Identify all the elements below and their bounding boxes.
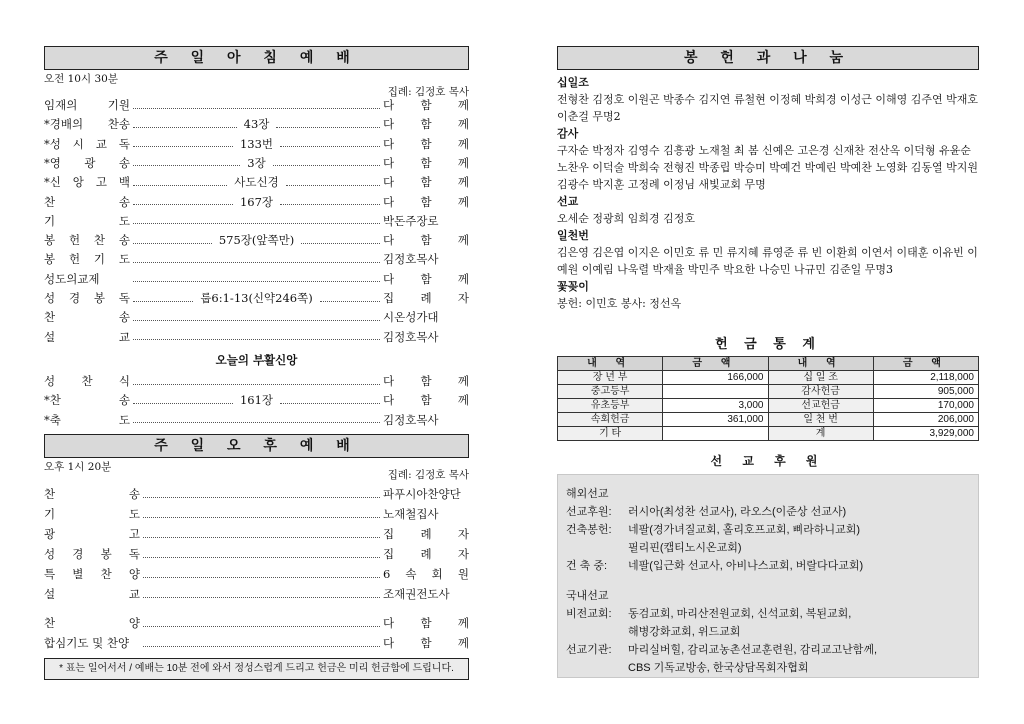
mission-value: 네팔(경가녀질교회, 홀리호프교회, 삐라하니교회)	[628, 524, 861, 536]
order-value: 다 함 께	[383, 117, 469, 132]
dot-leader	[280, 403, 380, 404]
offering-stats-table	[557, 356, 979, 441]
mission-row	[566, 605, 970, 623]
mission-row	[566, 623, 970, 641]
order-row	[44, 372, 469, 390]
stats-cell: 유초등부	[558, 399, 663, 413]
order-label: 합심기도 및 찬양	[44, 636, 130, 650]
order-value: 집 례 자	[383, 527, 469, 541]
mission-value: 러시아(최성찬 선교사), 라오스(이준상 선교사)	[628, 506, 847, 518]
order-row	[44, 96, 469, 114]
mission-key: 선교후원:	[566, 506, 612, 518]
stats-row	[558, 427, 979, 441]
stats-cell: 206,000	[873, 413, 978, 427]
order-label: 찬 송	[44, 310, 130, 325]
mission-row	[566, 503, 970, 521]
order-row	[44, 505, 469, 523]
order-row	[44, 173, 469, 191]
order-value: 박돈주장로	[383, 213, 439, 228]
stats-row	[558, 371, 979, 385]
stats-cell: 170,000	[873, 399, 978, 413]
afternoon-service-leader: 집례: 김정호 목사	[387, 469, 469, 481]
dot-leader	[133, 339, 380, 340]
stats-header-cell: 금 액	[873, 357, 978, 371]
order-value: 노재철집사	[383, 507, 439, 521]
order-value: 다 함 께	[383, 636, 469, 650]
dot-leader	[133, 204, 233, 205]
stats-cell: 361,000	[663, 413, 768, 427]
mission-value: 마리실버힐, 감리교농촌선교훈련원, 감리교고난함께,	[628, 644, 878, 656]
mission-support-box	[557, 474, 979, 678]
order-row	[44, 270, 469, 288]
dot-leader	[133, 146, 233, 147]
offering-names: 김은영 김은엽 이지은 이민호 류 민 류지혜 류영준 류 빈 이환희 이연서 이태훈 이유빈 이예원 이예림 나욱렬 박재율 박민주 박요한 나승민 나규민 김준일 무명3	[557, 246, 978, 276]
order-row	[44, 634, 469, 652]
order-label: 봉 헌 찬 송	[44, 233, 130, 248]
order-detail: 룹6:1-13(신약246쪽)	[200, 291, 313, 305]
mission-value: 동검교회, 마리산전원교회, 신석교회, 복된교회,	[628, 608, 852, 620]
morning-service-time: 오전 10시 30분	[44, 73, 118, 85]
dot-leader	[133, 127, 237, 128]
order-value: 파푸시아찬양단	[383, 487, 461, 501]
order-detail: 575장(앞쪽만)	[218, 233, 295, 248]
mission-value: CBS 기독교방송, 한국상담목회자협회	[628, 662, 809, 674]
order-label: 기 도	[44, 213, 130, 228]
order-value: 다 함 께	[383, 374, 469, 388]
mission-key: 비전교회:	[566, 608, 612, 620]
order-detail: 43장	[243, 117, 270, 132]
offering-groups	[557, 74, 979, 312]
offering-category: 감사	[557, 127, 579, 140]
offering-category: 꽃꽂이	[557, 280, 589, 293]
stats-header-cell: 내 역	[768, 357, 873, 371]
order-label: *신 앙 고 백	[44, 175, 130, 190]
order-label: 설 교	[44, 329, 130, 344]
domestic-list	[566, 605, 970, 677]
dot-leader	[301, 243, 380, 244]
offering-names: 전형찬 김정호 이원곤 박종수 김지연 류철현 이정혜 박희경 이성근 이해영 김주연 박재호 이춘걸 무명2	[557, 93, 978, 123]
domestic-heading: 국내선교	[566, 590, 609, 602]
dot-leader	[133, 243, 212, 244]
dot-leader	[133, 403, 233, 404]
dot-leader	[273, 165, 380, 166]
dot-leader	[280, 146, 380, 147]
mission-row	[566, 557, 970, 575]
stats-cell: 일 천 번	[768, 413, 873, 427]
order-row	[44, 585, 469, 603]
order-label: 찬 양	[44, 616, 140, 630]
order-detail: 133번	[239, 136, 274, 151]
mission-key	[566, 623, 628, 641]
order-value: 집 례 자	[383, 547, 469, 561]
order-value: 김정호목사	[383, 252, 439, 267]
order-value: 조재권전도사	[383, 587, 450, 601]
mission-row	[566, 659, 970, 677]
offering-names: 오세순 정광희 임희경 김정호	[557, 212, 696, 225]
order-row	[44, 154, 469, 172]
order-label: 성 찬 식	[44, 374, 130, 388]
order-detail: 167장	[239, 194, 274, 209]
order-label: *경배의 찬송	[44, 117, 130, 132]
offering-title: 봉 헌 과 나 눔	[557, 46, 979, 70]
mission-row	[566, 539, 970, 557]
stats-cell: 3,929,000	[873, 427, 978, 441]
dot-leader	[143, 626, 380, 627]
order-label: 찬 송	[44, 487, 140, 501]
order-label: 특 별 찬 양	[44, 567, 140, 581]
stats-title: 헌 금 통 계	[715, 337, 821, 352]
order-row	[44, 565, 469, 583]
order-label: *영 광 송	[44, 155, 130, 170]
order-value: 다 함 께	[383, 98, 469, 112]
order-row	[44, 545, 469, 563]
morning-service-leader: 집례: 김정호 목사	[387, 86, 469, 98]
order-label: *찬 송	[44, 393, 130, 408]
order-label: 성 경 봉 독	[44, 547, 140, 561]
dot-leader	[133, 281, 380, 282]
order-label: 임재의 기원	[44, 98, 130, 112]
dot-leader	[143, 597, 380, 598]
order-row	[44, 289, 469, 307]
order-value: 김정호목사	[383, 329, 439, 344]
order-label: *축 도	[44, 412, 130, 427]
footer-note: * 표는 일어서서 / 예배는 10분 전에 와서 정성스럽게 드리고 헌금은 미리 헌금함에 드립니다.	[44, 658, 469, 680]
order-row	[44, 193, 469, 211]
dot-leader	[280, 204, 380, 205]
mission-key: 건 축 중:	[566, 560, 608, 572]
mission-key	[566, 659, 628, 677]
offering-category: 일천번	[557, 229, 589, 242]
dot-leader	[133, 320, 380, 321]
order-value: 집 례 자	[383, 291, 470, 305]
mission-value: 해병강화교회, 위드교회	[628, 626, 741, 638]
order-row	[44, 250, 469, 268]
order-row	[44, 328, 469, 346]
order-value: 다 함 께	[383, 175, 469, 190]
stats-cell: 중고등부	[558, 385, 663, 399]
mission-value: 네팔(입근화 선교사, 아비나스교회, 버랄다다교회)	[628, 560, 864, 572]
stats-header-cell: 내 역	[558, 357, 663, 371]
sermon-title: 오늘의 부활신앙	[215, 353, 298, 367]
dot-leader	[143, 577, 380, 578]
dot-leader	[320, 301, 380, 302]
dot-leader	[133, 422, 380, 423]
stats-cell: 905,000	[873, 385, 978, 399]
order-detail: 3장	[247, 155, 266, 170]
order-row	[44, 308, 469, 326]
dot-leader	[133, 384, 380, 385]
order-value: 6 속 회 원	[383, 567, 469, 581]
dot-leader	[143, 517, 380, 518]
order-row	[44, 231, 469, 249]
offering-names: 구자순 박정자 김영수 김흥광 노재철 최 봄 신예은 고은경 신재찬 전산옥 이덕형 유윤순 노찬우 이덕술 박희숙 전형진 박종립 박승미 박예건 박예린 박예찬 노영화 김동열 박지원 김광수 박지훈 고정례 이정님 새빛교회 무명	[557, 144, 978, 191]
order-value: 시온성가대	[383, 310, 439, 325]
order-detail: 사도신경	[234, 175, 279, 190]
dot-leader	[133, 262, 380, 263]
stats-cell: 속회헌금	[558, 413, 663, 427]
mission-key	[566, 539, 628, 557]
stats-row	[558, 385, 979, 399]
stats-header-cell: 금 액	[663, 357, 768, 371]
stats-row	[558, 399, 979, 413]
morning-service-title: 주 일 아 침 예 배	[44, 46, 469, 70]
mission-key: 선교기관:	[566, 644, 612, 656]
order-row	[44, 115, 469, 133]
order-row	[44, 212, 469, 230]
overseas-list	[566, 503, 970, 575]
afternoon-service-time: 오후 1시 20분	[44, 461, 112, 473]
order-label: *성 시 교 독	[44, 136, 130, 151]
order-row	[44, 391, 469, 409]
order-value: 다 함 께	[383, 393, 469, 408]
order-label: 성도의교제	[44, 271, 100, 286]
stats-cell: 감사헌금	[768, 385, 873, 399]
stats-row	[558, 413, 979, 427]
dot-leader	[276, 127, 380, 128]
stats-cell: 계	[768, 427, 873, 441]
stats-cell: 선교헌금	[768, 399, 873, 413]
order-value: 다 함 께	[383, 271, 469, 286]
order-label: 설 교	[44, 587, 140, 601]
dot-leader	[286, 185, 380, 186]
mission-key: 건축봉헌:	[566, 524, 612, 536]
offering-category: 십일조	[557, 76, 589, 89]
stats-cell: 장 년 부	[558, 371, 663, 385]
dot-leader	[143, 646, 380, 647]
stats-cell: 2,118,000	[873, 371, 978, 385]
stats-cell: 166,000	[663, 371, 768, 385]
dot-leader	[133, 165, 240, 166]
mission-title: 선 교 후 원	[710, 454, 826, 468]
order-label: 봉 헌 기 도	[44, 252, 130, 267]
dot-leader	[133, 223, 380, 224]
stats-header-row	[558, 357, 979, 371]
dot-leader	[133, 108, 380, 109]
order-value: 다 함 께	[383, 136, 469, 151]
order-row	[44, 411, 469, 429]
stats-cell	[663, 427, 768, 441]
order-row	[44, 525, 469, 543]
stats-cell: 3,000	[663, 399, 768, 413]
offering-names: 봉헌: 이민호 봉사: 정선옥	[557, 297, 682, 310]
dot-leader	[133, 301, 193, 302]
order-row	[44, 135, 469, 153]
order-label: 성 경 봉 독	[44, 291, 130, 305]
afternoon-service-title: 주 일 오 후 예 배	[44, 434, 469, 458]
order-value: 다 함 께	[383, 616, 469, 630]
order-value: 다 함 께	[383, 194, 469, 209]
dot-leader	[143, 537, 380, 538]
order-label: 기 도	[44, 507, 140, 521]
overseas-heading: 해외선교	[566, 488, 609, 500]
stats-cell: 기 타	[558, 427, 663, 441]
dot-leader	[133, 185, 227, 186]
order-value: 다 함 께	[383, 155, 469, 170]
offering-category: 선교	[557, 195, 579, 208]
mission-row	[566, 641, 970, 659]
order-detail: 161장	[239, 393, 274, 408]
dot-leader	[143, 557, 380, 558]
order-label: 찬 송	[44, 194, 130, 209]
order-value: 김정호목사	[383, 412, 439, 427]
stats-cell: 십 일 조	[768, 371, 873, 385]
mission-value: 필리핀(캡티노시온교회)	[628, 542, 742, 554]
mission-row	[566, 521, 970, 539]
order-row	[44, 614, 469, 632]
stats-cell	[663, 385, 768, 399]
order-value: 다 함 께	[383, 233, 470, 248]
dot-leader	[143, 497, 380, 498]
order-row	[44, 485, 469, 503]
order-label: 광 고	[44, 527, 140, 541]
